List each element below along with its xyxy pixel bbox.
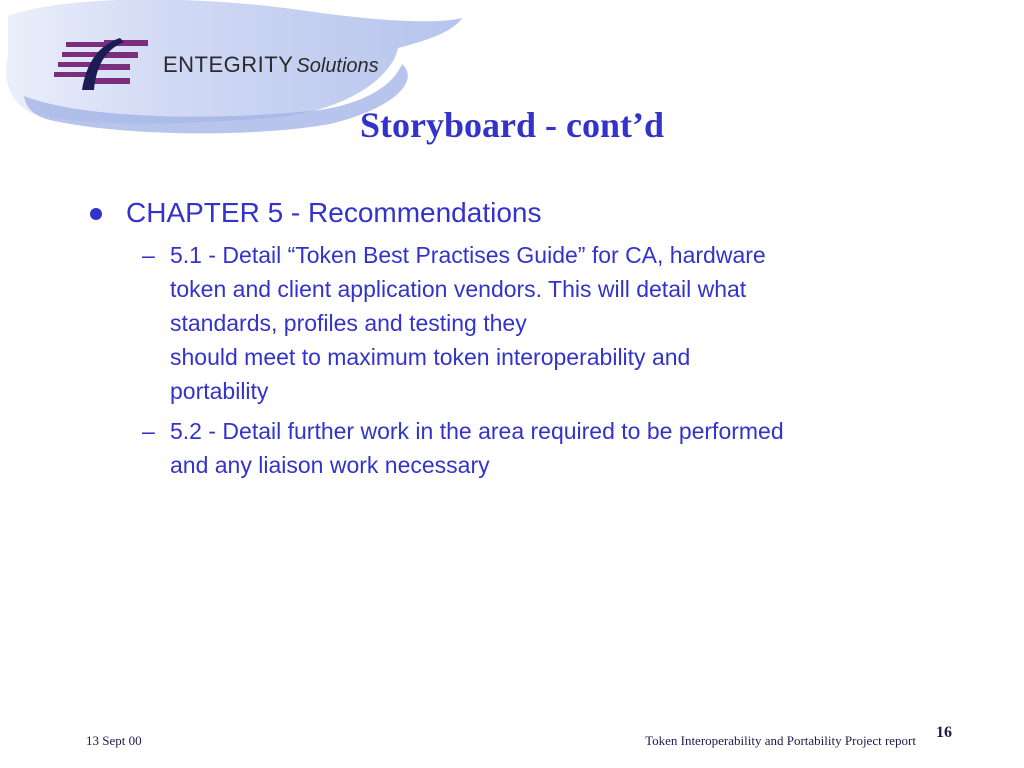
slide-title: Storyboard - cont’d <box>360 105 664 145</box>
sub-bullet-line: and any liaison work necessary <box>170 452 490 478</box>
bullet-text: CHAPTER 5 - Recommendations <box>126 197 542 228</box>
bullet-item <box>86 196 946 230</box>
bullet-dot-icon <box>90 208 102 220</box>
page-number: 16 <box>936 724 952 741</box>
footer-report-title: Token Interoperability and Portability Project report <box>645 733 916 748</box>
dash-icon: – <box>142 242 155 268</box>
sub-bullet-line: standards, profiles and testing they <box>170 310 527 336</box>
logo-brand-text: ENTEGRITY <box>163 52 294 77</box>
sub-bullet-line: portability <box>170 378 269 404</box>
sub-bullet-line: should meet to maximum token interoperability and <box>170 344 691 370</box>
sub-bullet-item <box>142 414 946 482</box>
sub-bullet-item <box>142 238 946 408</box>
footer-date: 13 Sept 00 <box>86 733 142 748</box>
sub-bullet-line: token and client application vendors. This will detail what <box>170 276 747 302</box>
logo-e-mark <box>52 36 152 94</box>
sub-bullet-line: 5.2 - Detail further work in the area required to be performed <box>170 418 784 444</box>
sub-bullet-line: 5.1 - Detail “Token Best Practises Guide” for CA, hardware <box>170 242 766 268</box>
logo-sub-text: Solutions <box>296 55 379 77</box>
logo-wordmark <box>163 52 379 78</box>
slide-content <box>86 196 946 488</box>
sub-bullet-list <box>86 238 946 482</box>
dash-icon: – <box>142 418 155 444</box>
